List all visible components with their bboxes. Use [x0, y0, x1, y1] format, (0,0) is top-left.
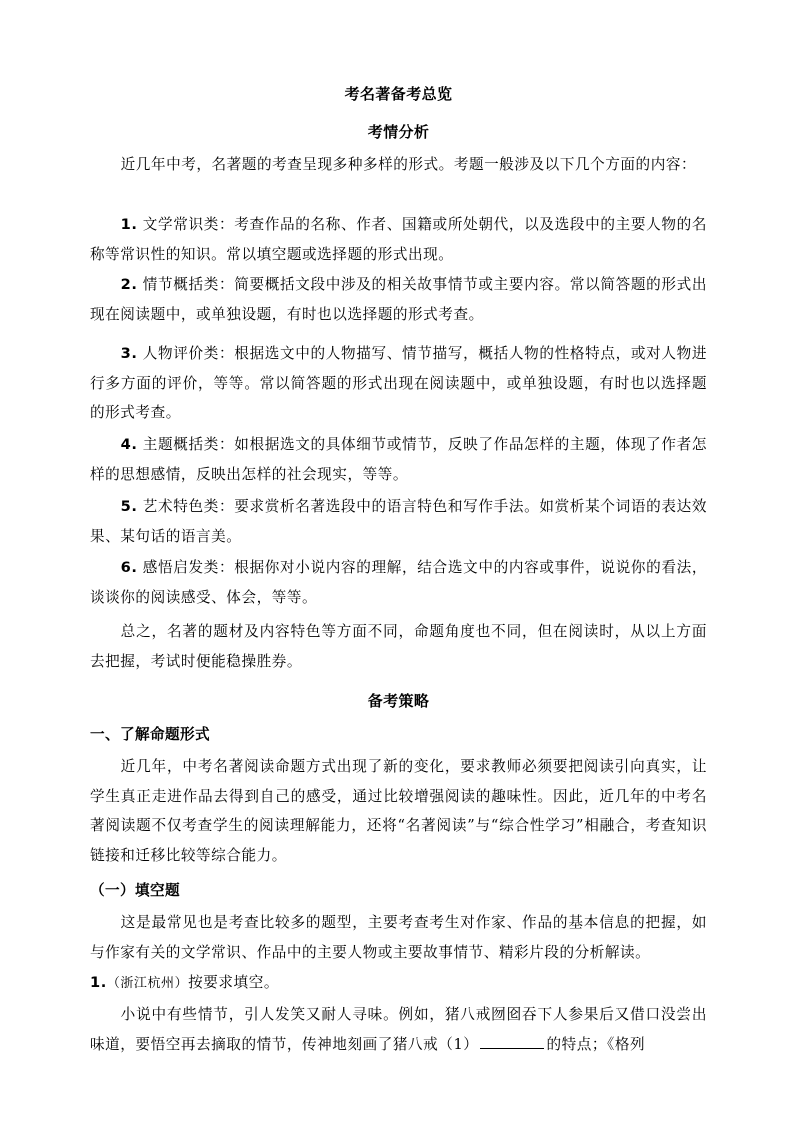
section-title-analysis: 考情分析: [367, 123, 430, 141]
item-text: 情节概括类：简要概括文段中涉及的相关故事情节或主要内容。常以简答题的形式出现在阅读题中，或单独设题，有时也以选择题的形式考查。: [90, 276, 707, 323]
item-number: 6.: [120, 559, 138, 576]
question-1-text: [90, 1000, 707, 1059]
question-text-before: 小说中有些情节，引人发笑又耐人寻味。例如，猪八戒囫囵吞下人参果后又借口没尝出味道，要悟空再去摘取的情节，传神地刻画了猪八戒（1）: [90, 1006, 707, 1053]
heading-question-forms: 一、了解命题形式: [90, 726, 210, 743]
item-number: 2.: [120, 276, 138, 293]
question-forms-paragraph: 近几年，中考名著阅读命题方式出现了新的变化，要求教师必须要把阅读引向真实，让学生真正走进作品去得到自己的感受，通过比较增强阅读的趣味性。因此，近几年的中考名著阅读题不仅考查学生的阅读理解能力，还将“名著阅读”与“综合性学习”相融合，考查知识链接和迁移比较等综合能力。: [90, 758, 707, 864]
item-text: 人物评价类：根据选文中的人物描写、情节描写，概括人物的性格特点，或对人物进行多方面的评价，等等。常以简答题的形式出现在阅读题中，或单独设题，有时也以选择题的形式考查。: [90, 345, 707, 421]
summary-paragraph: 总之，名著的题材及内容特色等方面不同，命题角度也不同，但在阅读时，从以上方面去把握，考试时便能稳操胜券。: [90, 623, 707, 670]
question-prompt: 按要求填空。: [188, 974, 279, 991]
document-title: 考名著备考总览: [344, 85, 453, 103]
item-number: 3.: [120, 345, 138, 362]
list-item-character-evaluation: [90, 339, 707, 428]
fill-in-blank-paragraph: 这是最常见也是考查比较多的题型，主要考查考生对作家、作品的基本信息的把握，如与作家有关的文学常识、作品中的主要人物或主要故事情节、精彩片段的分析解读。: [90, 914, 707, 961]
item-text: 艺术特色类：要求赏析名著选段中的语言特色和写作手法。如赏析某个词语的表达效果、某句话的语言美。: [90, 498, 707, 545]
question-1-header: [90, 968, 707, 999]
answer-blank[interactable]: [480, 1034, 544, 1049]
question-number: 1.: [90, 974, 107, 991]
item-text: 感悟启发类：根据你对小说内容的理解，结合选文中的内容或事件，说说你的看法，谈谈你的阅读感受、体会，等等。: [90, 559, 707, 606]
item-number: 5.: [120, 498, 138, 515]
item-text: 主题概括类：如根据选文的具体细节或情节，反映了作品怎样的主题，体现了作者怎样的思想感情，反映出怎样的社会现实，等等。: [90, 436, 707, 483]
list-item-literary-knowledge: [90, 210, 707, 269]
item-number: 1.: [120, 216, 138, 233]
subheading-fill-in-blank: （一）填空题: [90, 882, 180, 899]
item-number: 4.: [120, 436, 138, 453]
list-item-reflection: [90, 553, 707, 612]
list-item-theme-summary: [90, 430, 707, 489]
list-item-artistic-features: [90, 492, 707, 551]
item-text: 文学常识类：考查作品的名称、作者、国籍或所处朝代，以及选段中的主要人物的名称等常识性的知识。常以填空题或选择题的形式出现。: [90, 216, 707, 263]
question-text-after: 的特点；《格列: [546, 1035, 646, 1053]
intro-paragraph: 近几年中考，名著题的考查呈现多种多样的形式。考题一般涉及以下几个方面的内容：: [120, 156, 697, 173]
list-item-plot-summary: [90, 270, 707, 329]
question-source: （浙江杭州）: [106, 976, 189, 991]
section-title-strategy: 备考策略: [367, 692, 430, 710]
